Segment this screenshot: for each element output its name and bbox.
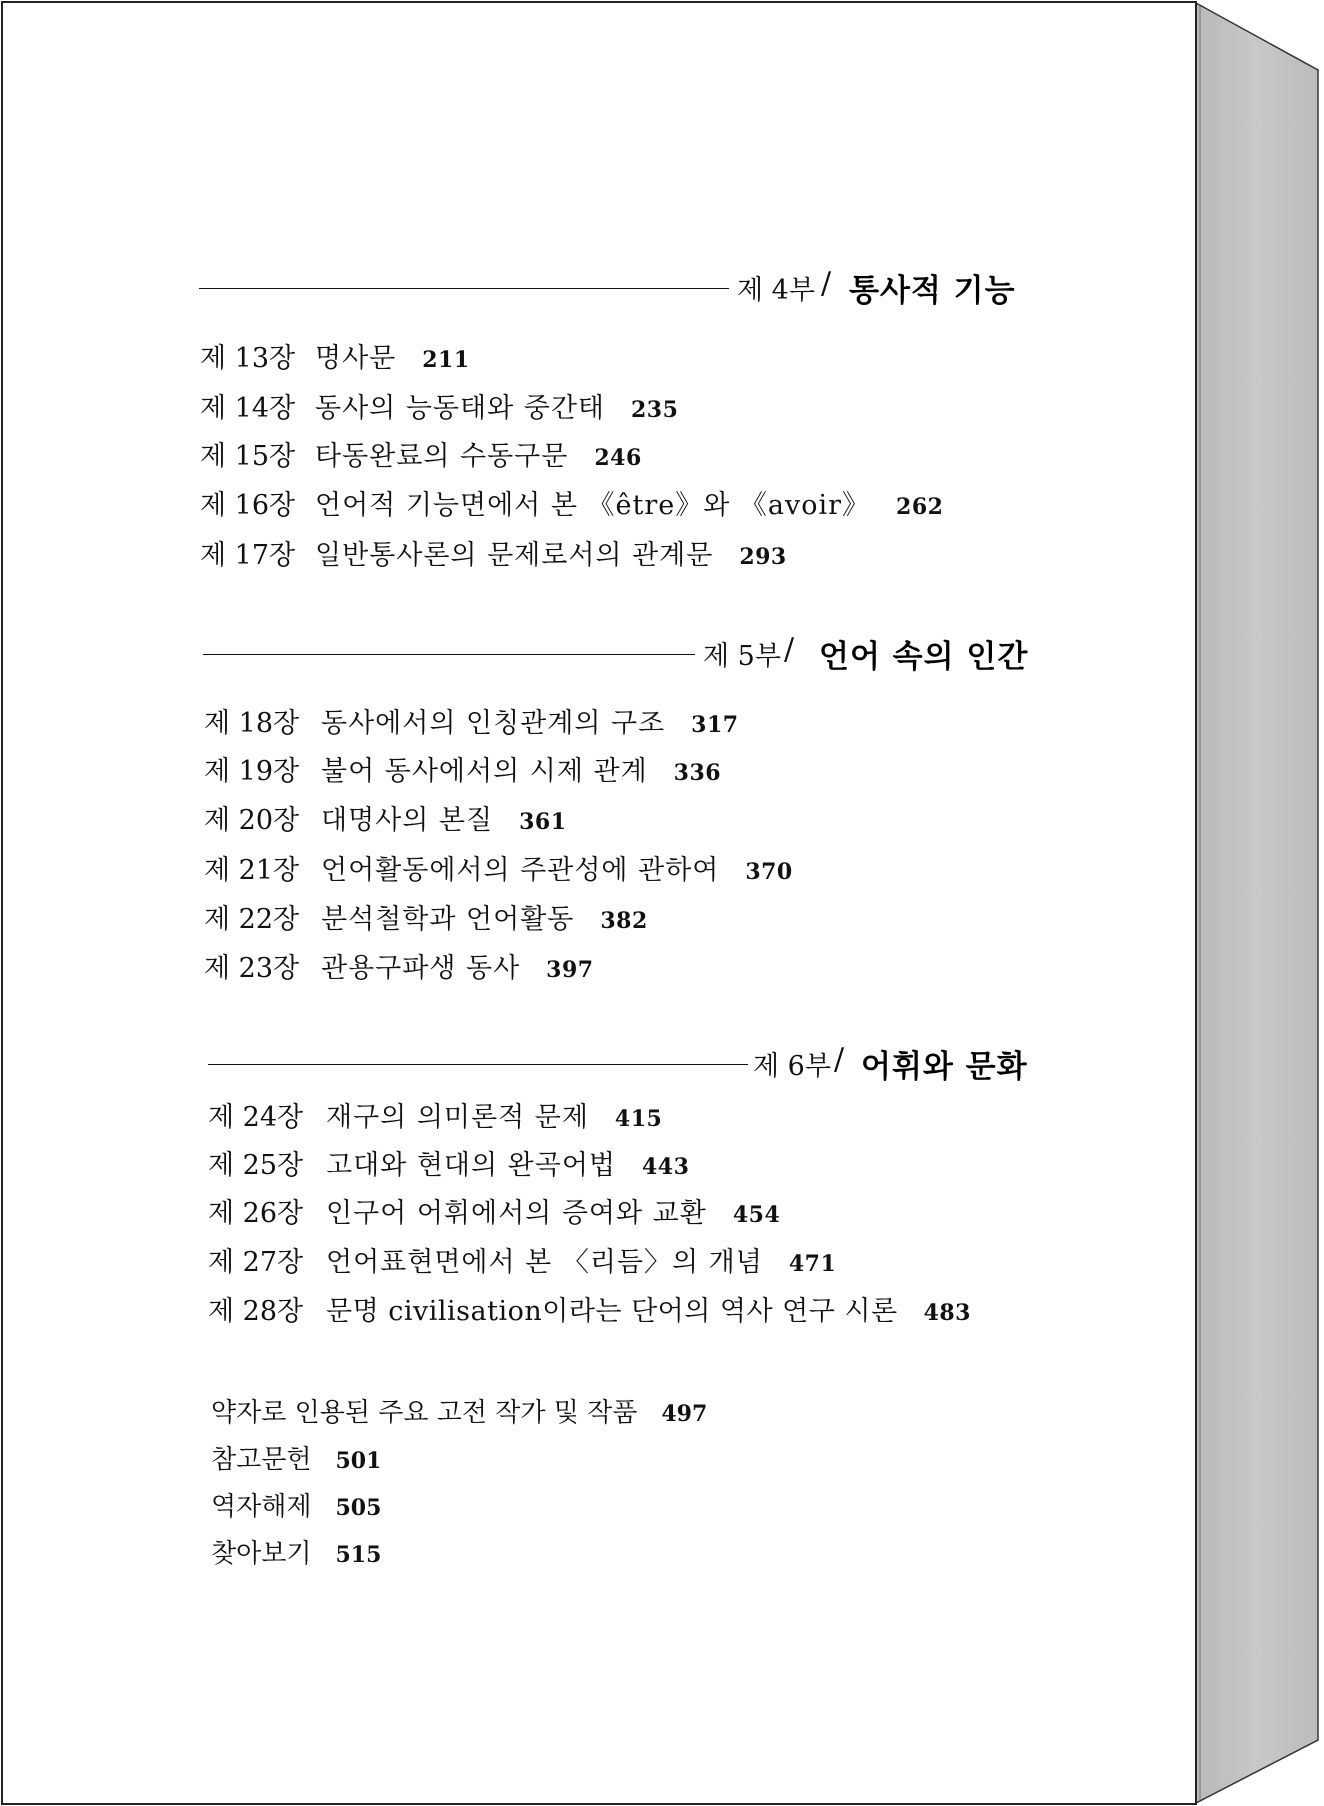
- chapter-number: 제 17장: [200, 540, 296, 571]
- appendix-item-index[interactable]: 찾아보기 515: [211, 1539, 382, 1569]
- appendix-item-translator-commentary[interactable]: 역자해제 505: [211, 1492, 382, 1522]
- part-6-header: [3, 1037, 1196, 1087]
- chapter-page: 382: [600, 908, 648, 934]
- appendix-page: 505: [335, 1495, 382, 1521]
- chapter-number: 제 14장: [200, 393, 296, 424]
- chapter-number: 제 21장: [204, 855, 300, 886]
- part-4-rule: [199, 288, 729, 289]
- chapter-page: 361: [519, 809, 567, 835]
- chapter-title: 일반통사론의 문제로서의 관계문 293: [315, 540, 787, 571]
- part-5-title: 언어 속의 인간: [819, 639, 1029, 675]
- part-4-slash: /: [821, 266, 832, 301]
- chapter-title: 문명 civilisation이라는 단어의 역사 연구 시론 483: [326, 1296, 971, 1327]
- chapter-number: 제 27장: [208, 1247, 304, 1278]
- chapter-title: 불어 동사에서의 시제 관계 336: [321, 756, 722, 787]
- chapter-number: 제 28장: [208, 1296, 304, 1327]
- chapter-page: 235: [631, 397, 679, 423]
- part-4-header: [3, 261, 1196, 311]
- chapter-page: 317: [691, 712, 739, 738]
- chapter-title: 고대와 현대의 완곡어법 443: [326, 1150, 690, 1181]
- appendix-page: 515: [335, 1542, 382, 1568]
- chapter-number: 제 23장: [204, 953, 300, 984]
- chapter-number: 제 24장: [208, 1102, 304, 1133]
- appendix-page: 501: [335, 1448, 382, 1474]
- appendix-item-abbreviations[interactable]: 약자로 인용된 주요 고전 작가 및 작품 497: [211, 1398, 708, 1428]
- part-6-rule: [208, 1064, 748, 1065]
- chapter-page: 246: [594, 445, 642, 471]
- part-5-header: [3, 627, 1196, 677]
- chapter-title: 타동완료의 수동구문 246: [315, 441, 642, 472]
- chapter-page: 483: [923, 1300, 971, 1326]
- chapter-number: 제 26장: [208, 1198, 304, 1229]
- chapter-page: 262: [896, 494, 944, 520]
- chapter-page: 415: [614, 1106, 663, 1132]
- chapter-title: 인구어 어휘에서의 증여와 교환 454: [326, 1198, 781, 1229]
- chapter-page: 370: [745, 859, 793, 885]
- chapter-page: 336: [673, 760, 722, 786]
- part-4-label: 제 4부: [737, 275, 815, 306]
- chapter-title: 재구의 의미론적 문제 415: [326, 1102, 663, 1133]
- chapter-number: 제 16장: [200, 490, 296, 521]
- appendix-item-references[interactable]: 참고문헌 501: [211, 1445, 382, 1475]
- chapter-page: 454: [732, 1202, 781, 1228]
- part-5-slash: /: [784, 632, 795, 667]
- chapter-title: 관용구파생 동사 397: [321, 953, 594, 984]
- chapter-title: 동사의 능동태와 중간태 235: [315, 393, 679, 424]
- chapter-title: 언어표현면에서 본 〈리듬〉의 개념 471: [326, 1247, 837, 1278]
- chapter-number: 제 13장: [200, 343, 296, 374]
- chapter-page: 471: [788, 1251, 837, 1277]
- part-6-label: 제 6부: [753, 1051, 831, 1082]
- part-6-title: 어휘와 문화: [861, 1049, 1028, 1085]
- chapter-number: 제 20장: [204, 805, 300, 836]
- chapter-number: 제 19장: [204, 756, 300, 787]
- part-6-slash: /: [834, 1042, 845, 1077]
- chapter-title: 명사문 211: [315, 343, 470, 374]
- chapter-page: 211: [422, 347, 470, 373]
- chapter-number: 제 18장: [204, 708, 300, 739]
- chapter-title: 언어활동에서의 주관성에 관하여 370: [321, 855, 793, 886]
- chapter-page: 293: [739, 544, 787, 570]
- chapter-number: 제 25장: [208, 1150, 304, 1181]
- chapter-title: 대명사의 본질 361: [321, 805, 567, 836]
- toc-page: [3, 3, 1196, 1803]
- part-5-label: 제 5부: [703, 641, 781, 672]
- chapter-number: 제 22장: [204, 904, 300, 935]
- chapter-title: 분석철학과 언어활동 382: [321, 904, 648, 935]
- chapter-page: 443: [642, 1154, 690, 1180]
- chapter-title: 동사에서의 인칭관계의 구조 317: [321, 708, 739, 739]
- chapter-title: 언어적 기능면에서 본 《être》와 《avoir》 262: [315, 490, 944, 521]
- part-5-rule: [203, 654, 695, 655]
- appendix-page: 497: [661, 1401, 708, 1427]
- part-4-title: 통사적 기능: [849, 273, 1016, 309]
- chapter-page: 397: [546, 957, 594, 983]
- chapter-number: 제 15장: [200, 441, 296, 472]
